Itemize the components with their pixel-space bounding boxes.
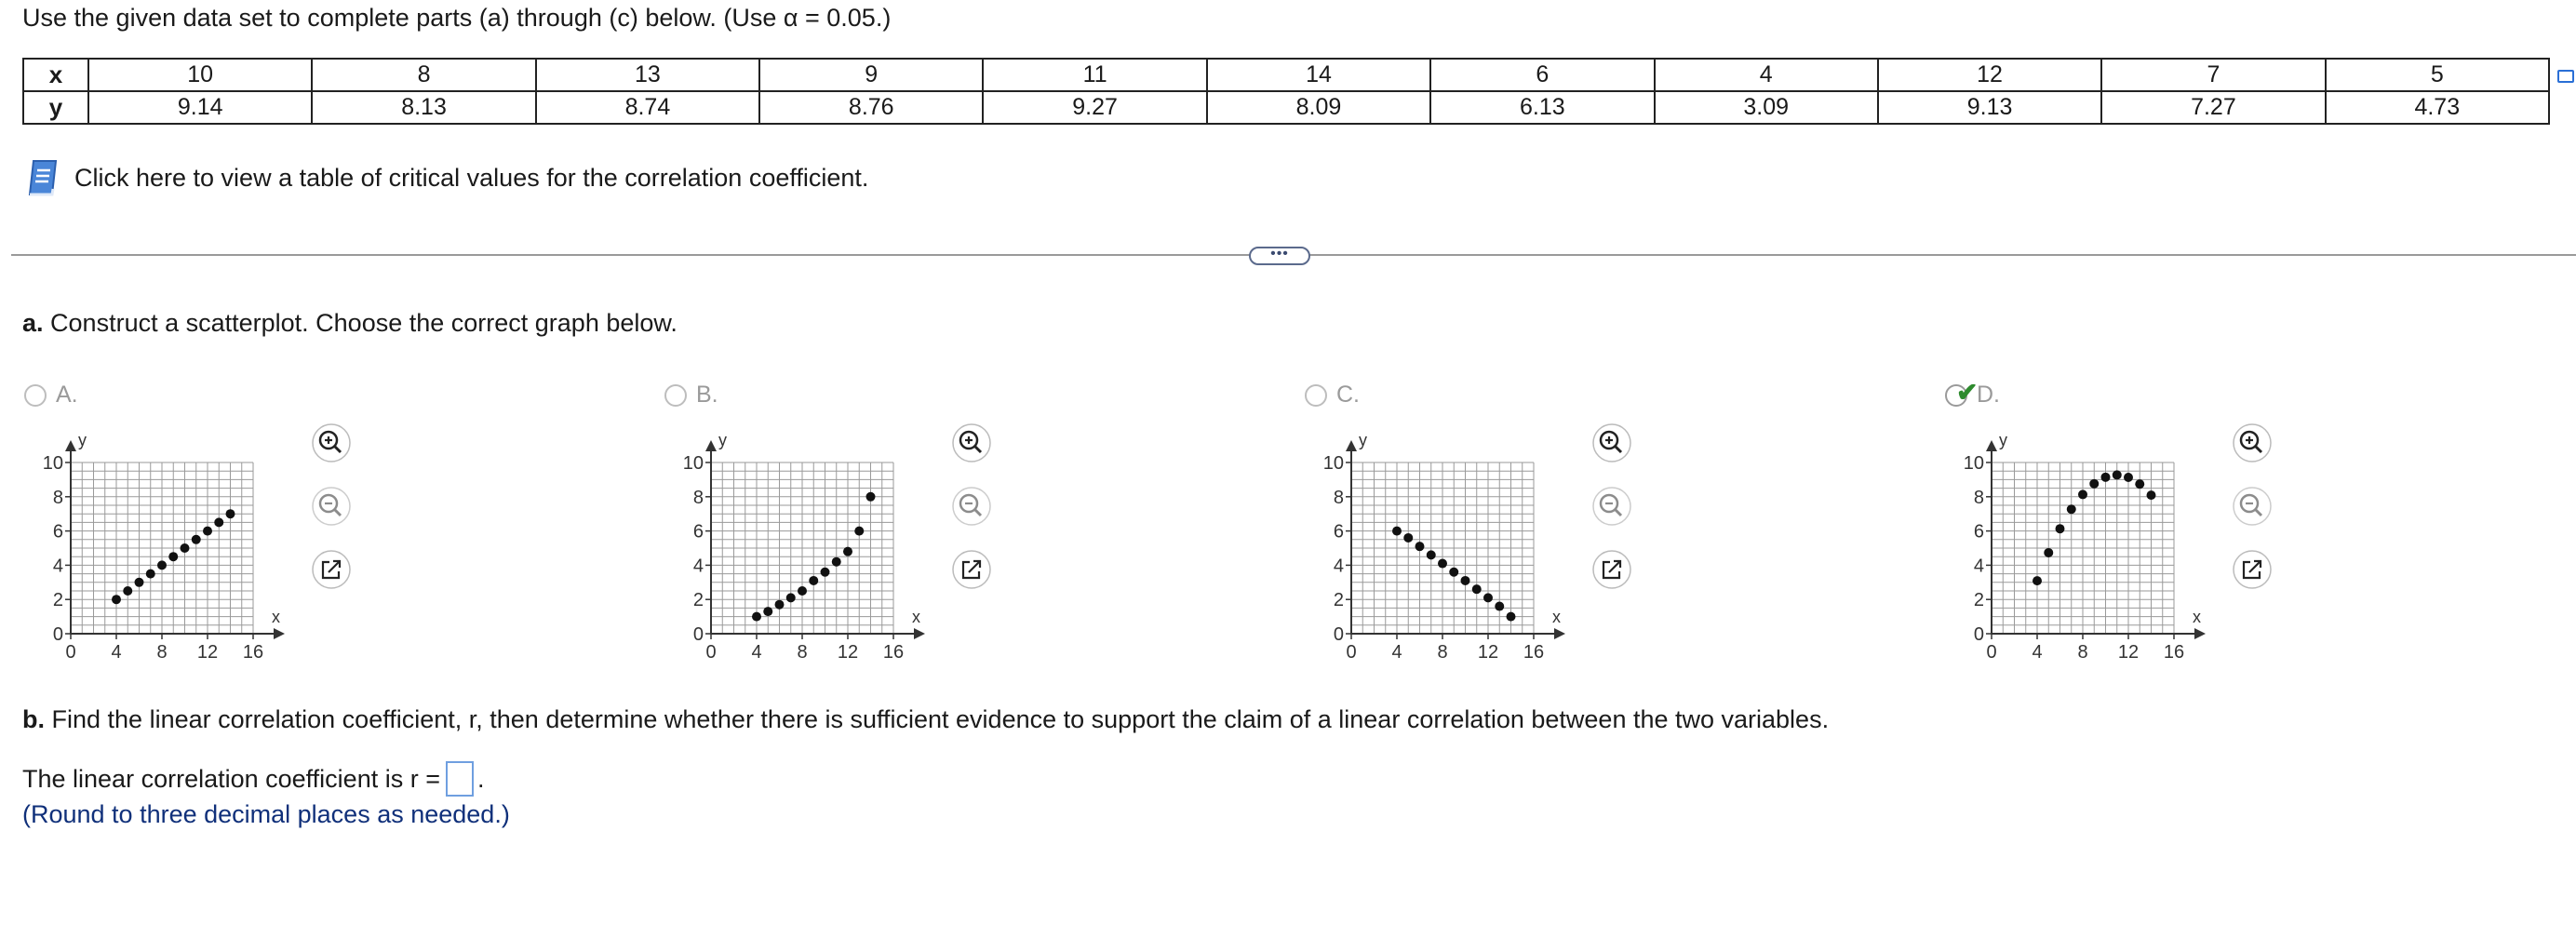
x-cell: 12 — [1878, 59, 2101, 91]
option-c-label-row[interactable] — [1305, 382, 1360, 409]
x-cell: 13 — [536, 59, 759, 91]
data-point — [168, 552, 178, 561]
y-tick-label: 0 — [52, 624, 63, 645]
x-tick-label: 12 — [2117, 642, 2140, 659]
data-point — [786, 593, 796, 602]
y-tick-label: 4 — [1973, 556, 1984, 577]
x-tick-label: 16 — [242, 642, 264, 659]
scatterplot-b — [664, 417, 972, 659]
option-d-label: D. — [1977, 382, 2000, 408]
x-tick-label: 4 — [1391, 642, 1402, 659]
y-tick-label: 10 — [1322, 453, 1344, 474]
y-tick-label: 6 — [692, 521, 704, 543]
option-b-radio[interactable] — [664, 384, 687, 407]
part-b-text: Find the linear correlation coefficient, r, then determine whether there is sufficient evidence to support the claim of a linear correlation between the two variables. — [51, 705, 1830, 733]
y-cell: 8.74 — [536, 91, 759, 124]
y-tick-label: 2 — [1973, 590, 1984, 611]
x-cell: 9 — [759, 59, 983, 91]
data-point — [2033, 576, 2042, 585]
answer-row — [22, 761, 484, 797]
data-point — [1495, 602, 1504, 611]
x-tick-label: 4 — [751, 642, 762, 659]
data-point — [1403, 533, 1413, 543]
y-tick-label: 2 — [692, 590, 704, 611]
data-point — [1438, 559, 1447, 569]
y-cell: 8.76 — [759, 91, 983, 124]
y-axis-label: y — [1359, 431, 1367, 449]
x-axis-arrow — [914, 628, 925, 639]
x-cell: 5 — [2326, 59, 2549, 91]
zoom-out-icon[interactable] — [1591, 486, 1632, 527]
data-point — [854, 527, 864, 536]
data-point — [866, 492, 876, 502]
y-cell: 3.09 — [1655, 91, 1878, 124]
pop-out-icon[interactable] — [1591, 549, 1632, 590]
option-a[interactable] — [24, 380, 620, 659]
data-point — [752, 612, 761, 622]
part-a-text: Construct a scatterplot. Choose the correct graph below. — [50, 309, 678, 337]
option-c-label: C. — [1336, 382, 1360, 408]
data-point — [821, 568, 830, 577]
zoom-out-icon[interactable] — [951, 486, 992, 527]
data-point — [809, 576, 818, 585]
part-a-label: a. — [22, 309, 44, 337]
y-tick-label: 4 — [1333, 556, 1344, 577]
x-axis-arrow — [274, 628, 285, 639]
data-point — [775, 600, 785, 610]
zoom-in-icon[interactable] — [311, 422, 352, 463]
x-axis-arrow — [2194, 628, 2206, 639]
x-tick-label: 16 — [1523, 642, 1545, 659]
pop-out-icon[interactable] — [951, 549, 992, 590]
x-axis-arrow — [1554, 628, 1565, 639]
x-tick-label: 12 — [196, 642, 219, 659]
answer-prefix: The linear correlation coefficient is r = — [22, 764, 440, 793]
scatterplot-c — [1305, 417, 1612, 659]
y-axis-label: y — [78, 431, 87, 449]
y-axis-label: y — [718, 431, 727, 449]
x-tick-label: 0 — [1346, 642, 1357, 659]
data-point — [157, 560, 167, 570]
zoom-out-icon[interactable] — [2232, 486, 2273, 527]
scatterplot-a — [24, 417, 331, 659]
data-table — [22, 58, 2550, 125]
data-point — [1415, 542, 1425, 551]
critical-values-link[interactable]: Click here to view a table of critical values for the correlation coefficient. — [74, 163, 869, 192]
book-icon — [24, 157, 61, 198]
option-d-label-row[interactable] — [1945, 377, 2000, 409]
data-point — [226, 509, 235, 518]
x-tick-label: 0 — [705, 642, 717, 659]
data-point — [832, 557, 841, 567]
expand-more-button[interactable]: ••• — [1249, 247, 1310, 265]
x-cell: 10 — [88, 59, 312, 91]
x-cell: 4 — [1655, 59, 1878, 91]
y-row — [23, 91, 2549, 124]
y-tick-label: 2 — [52, 590, 63, 611]
data-point — [1449, 568, 1458, 577]
option-d-radio[interactable] — [1945, 377, 1979, 407]
y-tick-label: 8 — [1333, 487, 1344, 508]
answer-suffix: . — [476, 764, 485, 793]
y-tick-label: 6 — [1333, 521, 1344, 543]
zoom-in-icon[interactable] — [1591, 422, 1632, 463]
data-point — [1392, 527, 1402, 536]
y-row-header: y — [23, 91, 88, 124]
data-point — [798, 586, 807, 596]
data-point — [2113, 470, 2122, 479]
x-axis-label: x — [272, 608, 280, 626]
part-b-label: b. — [22, 705, 45, 733]
option-a-radio[interactable] — [24, 384, 47, 407]
data-point — [214, 517, 223, 527]
x-cell: 14 — [1207, 59, 1430, 91]
x-row-header: x — [23, 59, 88, 91]
checkmark-icon: ✔ — [1956, 377, 1979, 407]
data-point — [2078, 489, 2087, 499]
open-data-window-icon[interactable] — [2557, 70, 2574, 83]
data-point — [843, 547, 852, 556]
y-tick-label: 0 — [692, 624, 704, 645]
x-axis-label: x — [1552, 608, 1561, 626]
data-point — [2089, 479, 2099, 489]
x-tick-label: 4 — [2032, 642, 2043, 659]
x-row — [23, 59, 2549, 91]
x-tick-label: 4 — [111, 642, 122, 659]
option-a-label-row[interactable] — [24, 382, 78, 409]
y-tick-label: 2 — [1333, 590, 1344, 611]
x-tick-label: 16 — [882, 642, 905, 659]
part-a-question — [22, 309, 678, 338]
y-axis-arrow — [1986, 440, 1997, 451]
zoom-out-icon[interactable] — [311, 486, 352, 527]
data-point — [1427, 550, 1436, 559]
critical-values-row[interactable] — [24, 156, 868, 199]
pop-out-icon[interactable] — [311, 549, 352, 590]
x-tick-label: 12 — [1477, 642, 1499, 659]
option-c[interactable] — [1305, 380, 1900, 659]
y-axis-arrow — [65, 440, 76, 451]
y-tick-label: 8 — [1973, 487, 1984, 508]
option-a-label: A. — [56, 382, 78, 408]
data-point — [1507, 612, 1516, 622]
x-cell: 6 — [1430, 59, 1654, 91]
y-axis-label: y — [1999, 431, 2007, 449]
y-cell: 9.27 — [983, 91, 1206, 124]
scatterplot-d — [1945, 417, 2252, 659]
y-tick-label: 0 — [1973, 624, 1984, 645]
y-cell: 7.27 — [2101, 91, 2325, 124]
data-point — [2101, 473, 2111, 482]
x-cell: 11 — [983, 59, 1206, 91]
option-b-label: B. — [696, 382, 718, 408]
option-b[interactable] — [664, 380, 1260, 659]
y-cell: 8.09 — [1207, 91, 1430, 124]
correlation-answer-input[interactable] — [446, 761, 474, 797]
y-cell: 6.13 — [1430, 91, 1654, 124]
data-point — [203, 527, 212, 536]
y-tick-label: 8 — [692, 487, 704, 508]
data-point — [1472, 584, 1482, 594]
x-tick-label: 16 — [2163, 642, 2185, 659]
x-tick-label: 12 — [837, 642, 859, 659]
y-tick-label: 4 — [692, 556, 704, 577]
data-point — [1461, 576, 1470, 585]
y-cell: 9.13 — [1878, 91, 2101, 124]
data-point — [2067, 504, 2076, 514]
data-point — [2135, 479, 2144, 489]
y-axis-arrow — [705, 440, 717, 451]
option-b-label-row[interactable] — [664, 382, 718, 409]
data-point — [2124, 473, 2133, 482]
y-axis-arrow — [1346, 440, 1357, 451]
data-point — [146, 570, 155, 579]
x-tick-label: 8 — [797, 642, 808, 659]
data-point — [2056, 524, 2065, 533]
zoom-in-icon[interactable] — [951, 422, 992, 463]
y-tick-label: 6 — [52, 521, 63, 543]
y-tick-label: 6 — [1973, 521, 1984, 543]
y-tick-label: 0 — [1333, 624, 1344, 645]
x-tick-label: 8 — [2077, 642, 2088, 659]
data-point — [181, 543, 190, 553]
x-tick-label: 0 — [65, 642, 76, 659]
data-point — [2044, 548, 2053, 557]
y-tick-label: 8 — [52, 487, 63, 508]
x-tick-label: 8 — [1437, 642, 1448, 659]
y-tick-label: 10 — [682, 453, 704, 474]
part-b-question — [22, 705, 1829, 734]
y-cell: 4.73 — [2326, 91, 2549, 124]
data-point — [1483, 593, 1493, 602]
option-c-radio[interactable] — [1305, 384, 1327, 407]
zoom-in-icon[interactable] — [2232, 422, 2273, 463]
data-point — [763, 607, 772, 616]
x-axis-label: x — [912, 608, 920, 626]
x-axis-label: x — [2193, 608, 2201, 626]
y-cell: 9.14 — [88, 91, 312, 124]
x-tick-label: 0 — [1986, 642, 1997, 659]
rounding-hint: (Round to three decimal places as needed.) — [22, 800, 510, 828]
pop-out-icon[interactable] — [2232, 549, 2273, 590]
data-point — [2147, 490, 2156, 500]
data-point — [135, 578, 144, 587]
y-cell: 8.13 — [312, 91, 535, 124]
data-point — [123, 586, 132, 596]
x-cell: 7 — [2101, 59, 2325, 91]
option-d[interactable] — [1945, 377, 2541, 659]
instruction-text: Use the given data set to complete parts (a) through (c) below. (Use α = 0.05.) — [22, 4, 892, 32]
x-tick-label: 8 — [156, 642, 168, 659]
x-cell: 8 — [312, 59, 535, 91]
data-point — [192, 535, 201, 544]
y-tick-label: 10 — [42, 453, 63, 474]
data-point — [112, 595, 121, 604]
y-tick-label: 10 — [1963, 453, 1984, 474]
y-tick-label: 4 — [52, 556, 63, 577]
